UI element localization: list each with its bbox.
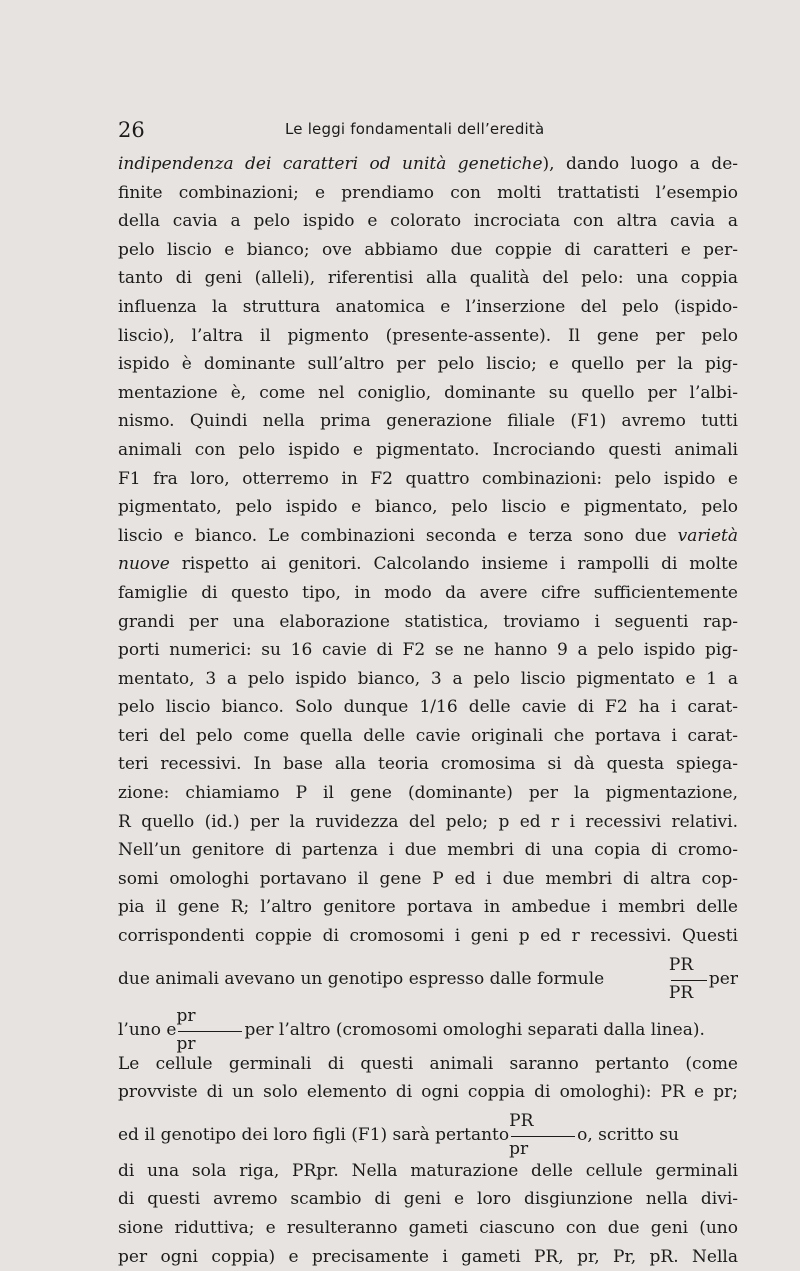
text-line: indipendenza dei caratteri od unità genetiche), dando luogo a de- — [118, 154, 738, 174]
text-line: tanto di geni (alleli), riferentisi alla qualità del pelo: una coppia — [118, 268, 738, 289]
formula-fraction: $\frac{PR}{PR}$ — [669, 965, 709, 994]
text-line: pelo liscio bianco. Solo dunque 1/16 delle cavie di F2 ha i carat- — [118, 697, 738, 718]
running-title: Le leggi fondamentali dell’eredità — [285, 120, 545, 138]
body-text — [118, 150, 738, 1271]
text-line: liscio), l’altra il pigmento (presente-assente). Il gene per pelo — [118, 325, 738, 346]
formula-fraction: $\frac{PR}{pr}$ — [509, 1121, 577, 1150]
text-line: R quello (id.) per la ruvidezza del pelo; p ed r i recessivi relativi. — [118, 811, 738, 832]
text-line: di questi avremo scambio di geni e loro disgiunzione nella divi- — [118, 1189, 738, 1210]
text-line: di una sola riga, PRpr. Nella maturazione delle cellule germinali — [118, 1160, 738, 1181]
text-line: influenza la struttura anatomica e l’inserzione del pelo (ispido- — [118, 296, 738, 317]
text-line: ispido è dominante sull’altro per pelo liscio; e quello per la pig- — [118, 354, 738, 375]
text-line: pelo liscio e bianco; ove abbiamo due coppie di caratteri e per- — [118, 239, 738, 260]
text-line: Nell’un genitore di partenza i due membri di una copia di cromo- — [118, 840, 738, 861]
text-line: porti numerici: su 16 cavie di F2 se ne hanno 9 a pelo ispido pig- — [118, 640, 738, 661]
italic-word: varietà — [677, 525, 738, 546]
text-line: Le cellule germinali di questi animali saranno pertanto (come — [118, 1053, 738, 1074]
text-line: mentazione è, come nel coniglio, dominante su quello per l’albi- — [118, 382, 738, 403]
page-number: 26 — [118, 118, 145, 142]
text-line: famiglie di questo tipo, in modo da avere cifre sufficientemente — [118, 582, 738, 603]
text-line: due animali avevano un genotipo espresso dalle formule $\frac{PR}{PR}$ per — [118, 954, 738, 1003]
text-line: nuove rispetto ai genitori. Calcolando insieme i rampolli di molte — [118, 554, 738, 575]
text-line: nismo. Quindi nella prima generazione filiale (F1) avremo tutti — [118, 411, 738, 432]
text-line: l’uno e $\frac{pr}{pr}$ per l’altro (cromosomi omologhi separati dalla linea). — [118, 1005, 705, 1054]
text-line: somi omologhi portavano il gene P ed i due membri di altra cop- — [118, 868, 738, 889]
text-line: mentato, 3 a pelo ispido bianco, 3 a pelo liscio pigmentato e 1 a — [118, 668, 738, 689]
running-header — [118, 118, 738, 142]
text-line: corrispondenti coppie di cromosomi i geni p ed r recessivi. Questi — [118, 926, 738, 947]
text-line: liscio e bianco. Le combinazioni seconda e terza sono due varietà — [118, 525, 738, 546]
text-line: pia il gene R; l’altro genitore portava in ambedue i membri delle — [118, 897, 738, 918]
italic-phrase: indipendenza dei caratteri od unità genetiche — [118, 154, 543, 174]
text-line: teri recessivi. In base alla teoria cromosima si dà questa spiega- — [118, 754, 738, 775]
text-line: ed il genotipo dei loro figli (F1) sarà pertanto $\frac{PR}{pr}$ o, scritto su — [118, 1110, 679, 1159]
text-line: sione riduttiva; e resulteranno gameti ciascuno con due geni (uno — [118, 1218, 738, 1238]
text-line: grandi per una elaborazione statistica, troviamo i seguenti rap- — [118, 611, 738, 632]
text-line: pigmentato, pelo ispido e bianco, pelo liscio e pigmentato, pelo — [118, 497, 738, 518]
text-line: della cavia a pelo ispido e colorato incrociata con altra cavia a — [118, 211, 738, 232]
text-line: animali con pelo ispido e pigmentato. Incrociando questi animali — [118, 439, 738, 460]
italic-word: nuove — [118, 554, 170, 575]
text-line: per ogni coppia) e precisamente i gameti PR, pr, Pr, pR. Nella — [118, 1246, 738, 1267]
text-line: teri del pelo come quella delle cavie originali che portava i carat- — [118, 725, 738, 746]
text-line: zione: chiamiamo P il gene (dominante) per la pigmentazione, — [118, 783, 738, 804]
text-line: finite combinazioni; e prendiamo con molti trattatisti l’esempio — [118, 182, 738, 203]
formula-fraction: $\frac{pr}{pr}$ — [176, 1016, 244, 1045]
text-line: F1 fra loro, otterremo in F2 quattro combinazioni: pelo ispido e — [118, 468, 738, 489]
text-line: provviste di un solo elemento di ogni coppia di omologhi): PR e pr; — [118, 1082, 738, 1103]
